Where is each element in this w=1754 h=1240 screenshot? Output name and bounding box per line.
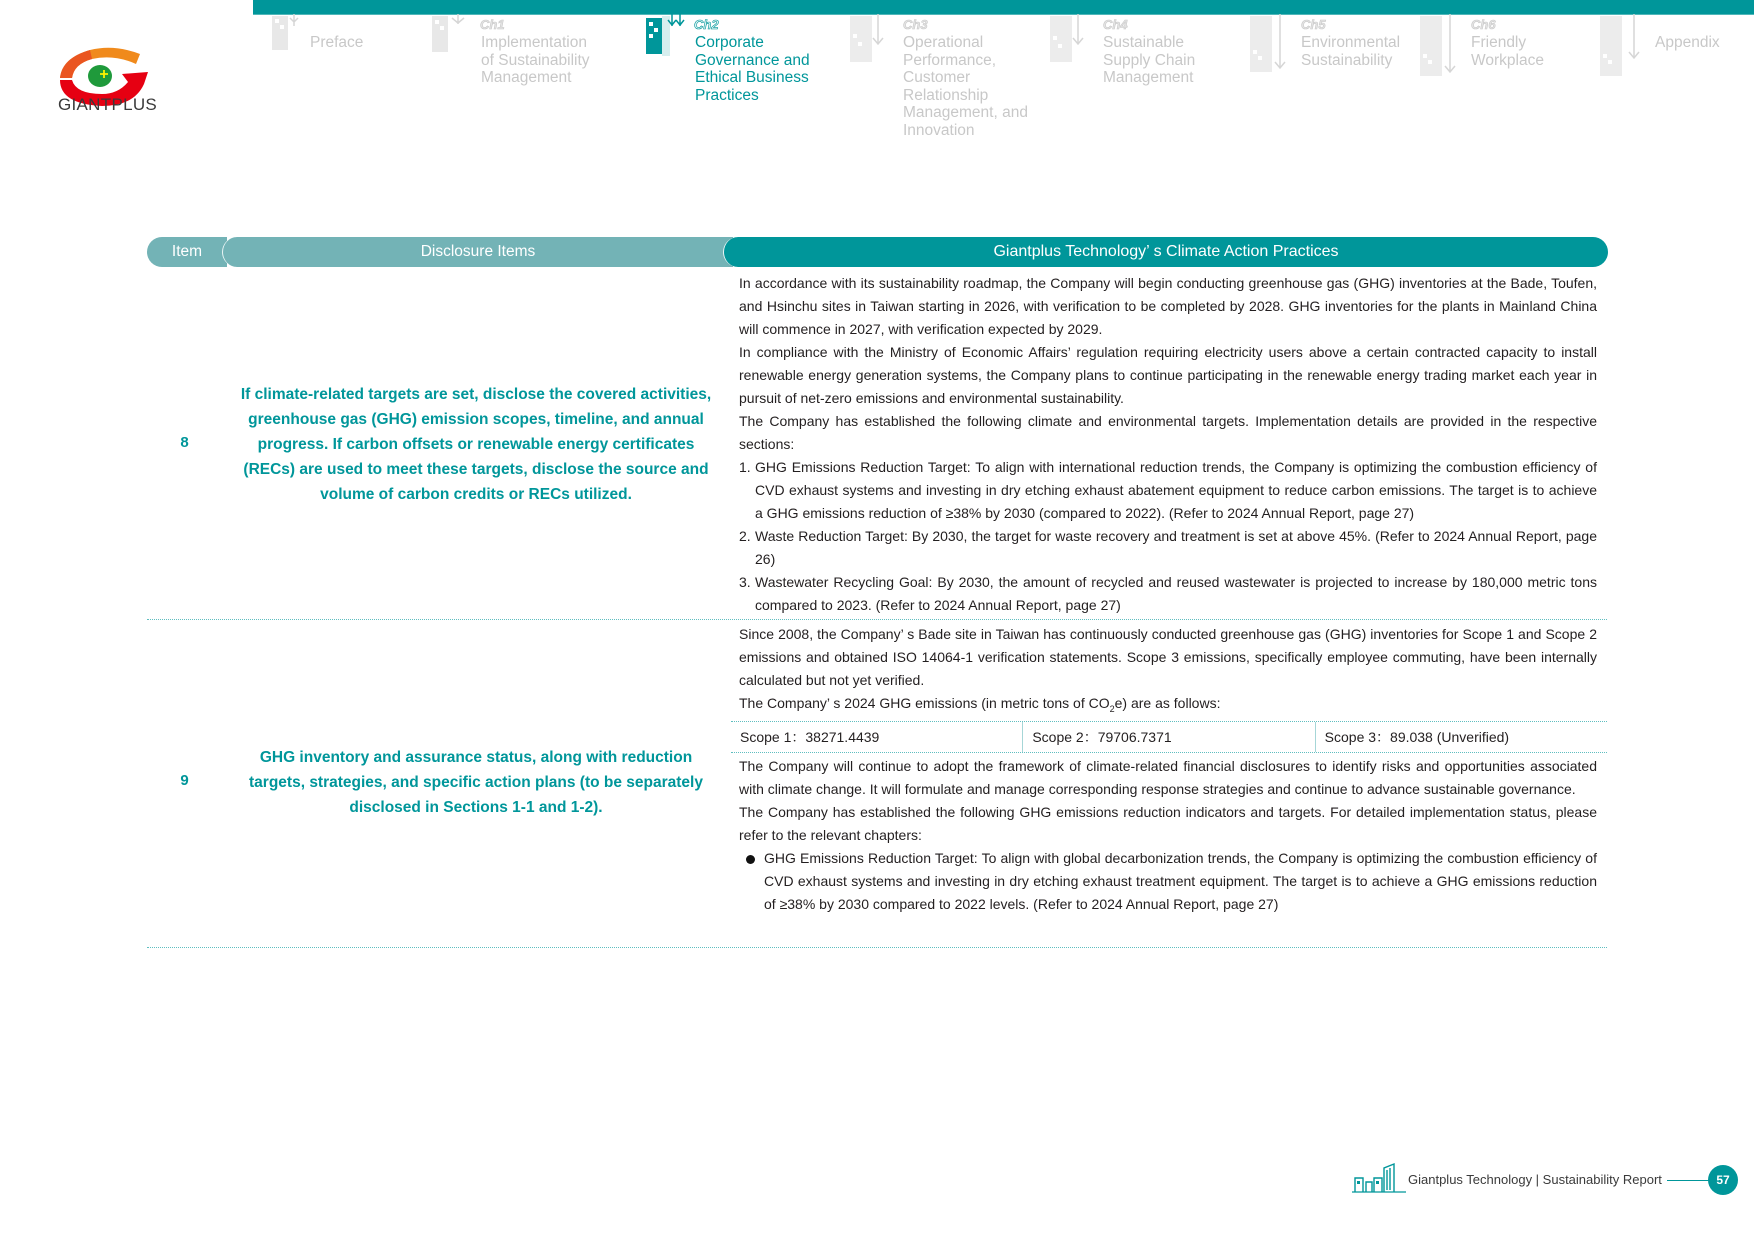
row-9-practices-targets <box>739 755 1597 916</box>
building-icon <box>1048 14 1090 64</box>
row-8-practices <box>739 272 1597 617</box>
nav-chapter-number: Ch3 <box>903 17 928 32</box>
paragraph: The Company has established the following GHG emissions reduction indicators and targets. For detailed implementation status, please refer to the relevant chapters: <box>739 804 1597 843</box>
paragraph: The Company has established the following climate and environmental targets. Implementation details are provided in the respective sections: <box>739 413 1597 452</box>
row-9-disclosure: GHG inventory and assurance status, along with reduction targets, strategies, and specific action plans (to be separately disclosed in Sections 1-1 and 1-2). <box>249 749 703 816</box>
city-skyline-icon <box>1350 1160 1406 1194</box>
building-icon <box>1248 14 1290 74</box>
building-icon <box>644 14 686 64</box>
nav-chapter-number: Ch1 <box>480 17 505 32</box>
nav-label: Friendly Workplace <box>1471 34 1544 69</box>
nav-chapter-number: Ch5 <box>1301 17 1326 32</box>
list-number: 2. <box>739 528 751 544</box>
paragraph: Since 2008, the Company’ s Bade site in Taiwan has continuously conducted greenhouse gas (GHG) inventories for Scope 1 and Scope 2 emissions and obtained ISO 14064-1 verification statements. Scope 3 emissions, specifically employee commuting, have been internally calculated but not yet verified. <box>739 626 1597 688</box>
logo-wordmark: GIANTPLUS <box>58 95 158 114</box>
row-9-practices-intro <box>739 623 1597 721</box>
paragraph: In accordance with its sustainability roadmap, the Company will begin conducting greenhouse gas (GHG) inventories at the Bade, Toufen, and Hsinchu sites in Taiwan starting in 2026, with verification to be completed by 2028. GHG inventories for the plants in Mainland China will commence in 2027, with verification expected by 2029. <box>739 275 1597 337</box>
nav-label: Appendix <box>1655 34 1720 51</box>
emissions-intro <box>739 692 1597 721</box>
emissions-intro-text-end: e) are as follows: <box>1114 695 1221 711</box>
header-disclosure-items: Disclosure Items <box>222 237 733 267</box>
nav-label: Corporate Governance and Ethical Business Practices <box>695 34 810 104</box>
bullet-text: GHG Emissions Reduction Target: To align with global decarbonization trends, the Company is optimizing the combustion efficiency of CVD exhaust systems and investing in dry etching exhaust treatment equipment. The target is to achieve a GHG emissions reduction of ≥38% by 2030 compared to 2022 levels. (Refer to 2024 Annual Report, page 27) <box>764 850 1597 912</box>
list-number: 3. <box>739 574 751 590</box>
row-9-number: 9 <box>180 772 189 789</box>
header-item: Item <box>147 237 227 267</box>
page-number: 57 <box>1708 1165 1738 1195</box>
building-icon <box>430 14 472 64</box>
header-climate-action-practices: Giantplus Technology’ s Climate Action Practices <box>723 237 1608 267</box>
chapter-navigation <box>0 14 1754 144</box>
nav-chapter-number: Ch6 <box>1471 17 1496 32</box>
list-text: Wastewater Recycling Goal: By 2030, the amount of recycled and reused wastewater is projected to increase by 180,000 metric tons compared to 2023. (Refer to 2024 Annual Report, page 27) <box>755 574 1597 613</box>
building-icon <box>1598 14 1640 78</box>
co2-subscript: 2 <box>1109 703 1115 714</box>
list-text: GHG Emissions Reduction Target: To align with international reduction trends, the Company is optimizing the combustion efficiency of CVD exhaust systems and investing in dry etching exhaust abatement equipment to reduce carbon emissions. The target is to achieve a GHG emissions reduction of ≥38% by 2030 (compared to 2022). (Refer to 2024 Annual Report, page 27) <box>755 459 1597 521</box>
list-number: 1. <box>739 459 751 475</box>
row-8-disclosure: If climate-related targets are set, disclose the covered activities, greenhouse gas (GHG) emission scopes, timeline, and annual progress. If carbon offsets or renewable energy certificates (RECs) are used to meet these targets, disclose the source and volume of carbon credits or RECs utilized. <box>240 386 712 503</box>
nav-label: Sustainable Supply Chain Management <box>1103 34 1196 86</box>
footer-divider-line <box>1667 1180 1709 1181</box>
row-divider <box>147 619 1607 620</box>
building-icon <box>270 14 312 64</box>
scope-3-value: Scope 3：89.038 (Unverified) <box>1324 729 1510 745</box>
footer-report-title: Giantplus Technology | Sustainability Report <box>1408 1172 1662 1187</box>
nav-label: Operational Performance, Customer Relationship Management, and Innovation <box>903 34 1028 139</box>
bullet-item <box>739 847 1597 916</box>
row-8-number: 8 <box>180 434 189 451</box>
building-icon <box>1418 14 1460 78</box>
paragraph: In compliance with the Ministry of Economic Affairs’ regulation requiring electricity users above a certain contracted capacity to install renewable energy generation systems, the Company plans to continue participating in the renewable energy trading market each year in pursuit of net-zero emissions and environmental sustainability. <box>739 344 1597 406</box>
row-divider <box>147 947 1607 948</box>
scope-2-value: Scope 2：79706.7371 <box>1023 722 1315 752</box>
building-icon <box>848 14 890 64</box>
list-item <box>739 456 1597 525</box>
nav-label: Environmental Sustainability <box>1301 34 1401 69</box>
scope-1-value: Scope 1：38271.4439 <box>731 722 1023 752</box>
nav-label: Preface <box>310 34 364 51</box>
emissions-intro-text: The Company’ s 2024 GHG emissions (in metric tons of CO <box>739 695 1110 711</box>
nav-chapter-number: Ch2 <box>694 17 719 32</box>
list-text: Waste Reduction Target: By 2030, the target for waste recovery and treatment is set at above 45%. (Refer to 2024 Annual Report, page 26) <box>755 528 1597 567</box>
paragraph: The Company will continue to adopt the framework of climate-related financial disclosures to identify risks and opportunities associated with climate change. It will formulate and manage corresponding response strategies and continue to advance sustainable governance. <box>739 758 1597 797</box>
list-item <box>739 525 1597 571</box>
scope-emissions-table <box>731 721 1607 753</box>
page-footer <box>1350 1160 1740 1200</box>
top-accent-bar <box>253 0 1754 15</box>
nav-label: Implementation of Sustainability Management <box>481 34 590 86</box>
bullet-dot-icon <box>739 847 764 916</box>
list-item <box>739 571 1597 617</box>
nav-chapter-number: Ch4 <box>1103 17 1128 32</box>
